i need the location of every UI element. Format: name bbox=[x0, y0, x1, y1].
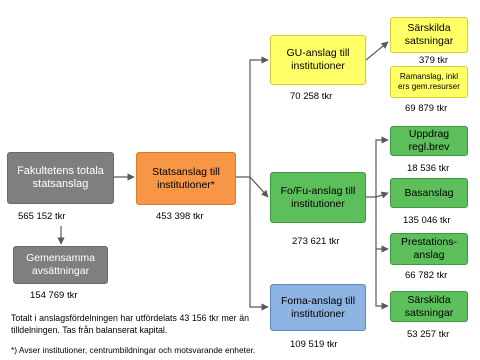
box-label: Särskilda satsningar bbox=[404, 22, 454, 47]
footnote: *) Avser institutioner, centrumbildningar och motsvarande enheter. bbox=[11, 345, 256, 355]
amount-prestation: 66 782 tkr bbox=[405, 270, 448, 281]
box-gu-anslag bbox=[270, 35, 366, 85]
box-basanslag bbox=[390, 178, 468, 208]
amount-sarskilda-bottom: 53 257 tkr bbox=[407, 329, 450, 340]
box-foma-anslag bbox=[270, 284, 366, 331]
box-uppdrag-regl-brev bbox=[390, 126, 468, 156]
arrow-fofu-to-uppdrag bbox=[366, 140, 388, 197]
box-gemensamma-avsattningar bbox=[13, 246, 108, 284]
amount-ramanslag: 69 879 tkr bbox=[405, 103, 448, 114]
box-label: Ramanslag, inkl ers gem.resurser bbox=[398, 72, 460, 91]
box-label: Statsanslag till institutioner* bbox=[152, 165, 220, 191]
note-balanserat-kapital: Totalt i anslagsfördelningen har utfördelats 43 156 tkr mer än tilldelningen. Tas från balanserat kapital. bbox=[11, 313, 249, 335]
box-sarskilda-satsningar-top bbox=[390, 17, 468, 53]
arrow-fofu-to-sarskilda bbox=[376, 249, 388, 306]
arrow-statsanslag-to-foma bbox=[250, 177, 268, 307]
box-label: Basanslag bbox=[404, 186, 454, 199]
box-prestationsanslag bbox=[390, 233, 468, 265]
box-statsanslag-till-institutioner bbox=[136, 152, 236, 205]
amount-foma: 109 519 tkr bbox=[290, 339, 338, 350]
amount-gu: 70 258 tkr bbox=[290, 91, 333, 102]
box-label: Särskilda satsningar bbox=[404, 293, 454, 319]
amount-statsanslag: 453 398 tkr bbox=[156, 211, 204, 222]
amount-uppdrag: 18 536 tkr bbox=[407, 163, 450, 174]
box-sarskilda-satsningar-bottom bbox=[390, 291, 468, 322]
amount-basanslag: 135 046 tkr bbox=[403, 215, 451, 226]
amount-sarskilda-top: 379 tkr bbox=[419, 55, 449, 66]
arrow-fofu-to-basanslag bbox=[376, 193, 388, 197]
box-label: Fakultetens totala statsanslag bbox=[17, 165, 104, 190]
arrow-fofu-to-prestation bbox=[376, 197, 388, 249]
box-fofu-anslag bbox=[270, 172, 366, 223]
amount-gemensamma: 154 769 tkr bbox=[30, 290, 78, 301]
box-label: Prestations-anslag bbox=[400, 236, 458, 261]
amount-fakultet: 565 152 tkr bbox=[18, 211, 66, 222]
arrow-statsanslag-to-fofu bbox=[250, 177, 268, 197]
box-label: Foma-anslag till institutioner bbox=[280, 294, 356, 320]
box-label: Gemensamma avsättningar bbox=[26, 252, 95, 277]
box-fakultetens-totala-statsanslag bbox=[7, 152, 114, 204]
arrow-gu-to-sarskilda bbox=[366, 42, 388, 60]
arrow-statsanslag-to-gu bbox=[236, 60, 268, 177]
box-label: Fo/Fu-anslag till institutioner bbox=[280, 184, 356, 210]
amount-fofu: 273 621 tkr bbox=[292, 236, 340, 247]
box-label: Uppdrag regl.brev bbox=[408, 128, 450, 153]
box-ramanslag bbox=[390, 66, 468, 98]
box-label: GU-anslag till institutioner bbox=[286, 47, 350, 72]
